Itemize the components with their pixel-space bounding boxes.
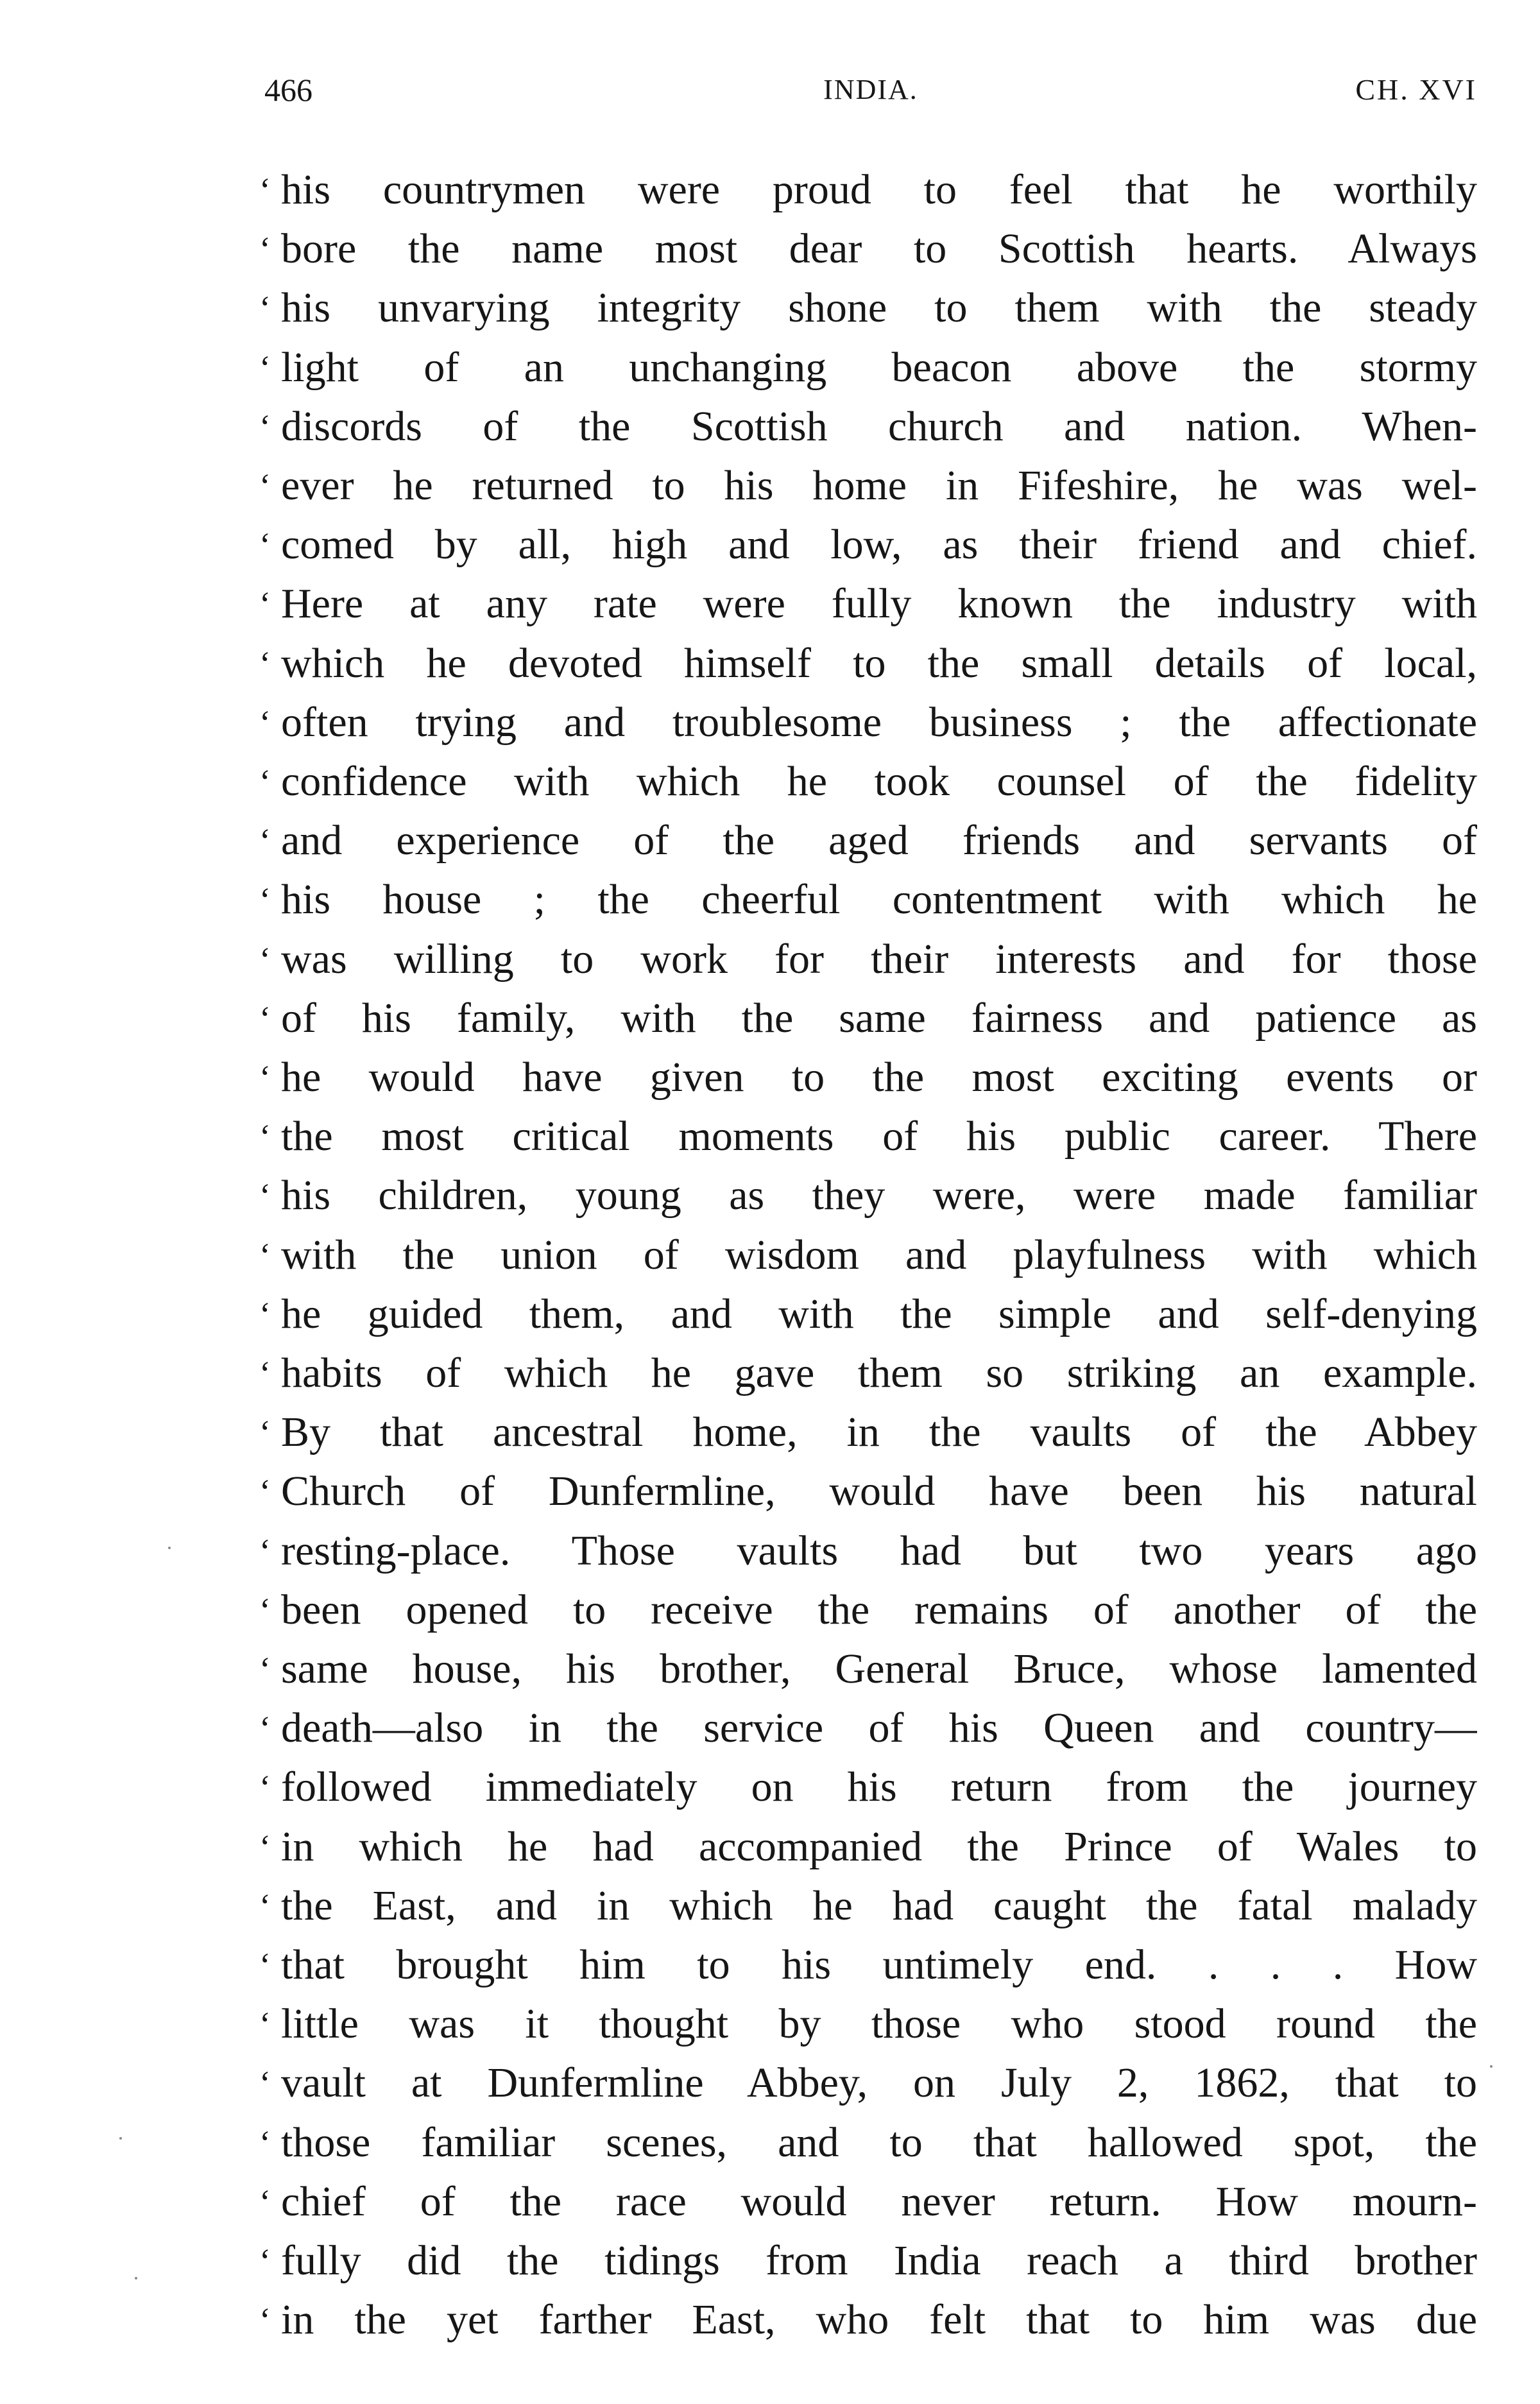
quote-mark: ‘ xyxy=(259,407,271,446)
line-text: his children, young as they were, were made familiar xyxy=(281,1172,1477,1219)
quote-mark: ‘ xyxy=(259,1531,271,1570)
text-line xyxy=(0,1107,1540,1166)
text-line xyxy=(0,989,1540,1048)
text-line xyxy=(0,1403,1540,1462)
quote-mark: ‘ xyxy=(259,1176,271,1215)
running-title: INDIA. xyxy=(823,74,918,105)
line-text: his house ; the cheerful contentment with which he xyxy=(281,876,1477,923)
quote-mark: ‘ xyxy=(259,2005,271,2044)
line-text: Church of Dunfermline, would have been his natural xyxy=(281,1468,1477,1515)
quote-mark: ‘ xyxy=(259,1117,271,1156)
quote-mark: ‘ xyxy=(259,821,271,861)
text-line xyxy=(0,515,1540,574)
quote-mark: ‘ xyxy=(259,1946,271,1984)
line-text: ever he returned to his home in Fifeshire, he was wel- xyxy=(281,462,1477,509)
text-line xyxy=(0,1462,1540,1521)
text-line xyxy=(0,1640,1540,1699)
text-line xyxy=(0,1817,1540,1876)
line-text: comed by all, high and low, as their friend and chief. xyxy=(281,521,1477,569)
text-line xyxy=(0,752,1540,811)
line-text: and experience of the aged friends and servants of xyxy=(281,817,1477,864)
text-line xyxy=(0,634,1540,693)
text-line xyxy=(0,1522,1540,1581)
quote-mark: ‘ xyxy=(259,1413,271,1452)
text-line xyxy=(0,2172,1540,2231)
line-text: that brought him to his untimely end. . . . How xyxy=(281,1941,1477,1988)
quote-mark: ‘ xyxy=(259,1768,271,1807)
quote-mark: ‘ xyxy=(259,703,271,742)
text-line xyxy=(0,930,1540,989)
quote-mark: ‘ xyxy=(259,2123,271,2162)
quote-mark: ‘ xyxy=(259,1472,271,1511)
line-text: resting-place. Those vaults had but two years ago xyxy=(281,1527,1477,1574)
scan-speck xyxy=(1490,2065,1493,2068)
quote-mark: ‘ xyxy=(259,1886,271,1925)
text-line xyxy=(0,219,1540,279)
text-line xyxy=(0,1226,1540,1285)
quote-mark: ‘ xyxy=(259,2182,271,2221)
page-number: 466 xyxy=(264,72,312,108)
text-line xyxy=(0,1581,1540,1640)
text-line xyxy=(0,870,1540,929)
line-text: his countrymen were proud to feel that he worthily xyxy=(281,166,1477,213)
quote-mark: ‘ xyxy=(259,171,271,209)
line-text: same house, his brother, General Bruce, whose lamented xyxy=(281,1645,1477,1692)
text-line xyxy=(0,811,1540,870)
line-text: was willing to work for their interests and for those xyxy=(281,935,1477,983)
quote-mark: ‘ xyxy=(259,1354,271,1393)
line-text: been opened to receive the remains of another of the xyxy=(281,1586,1477,1633)
text-line xyxy=(0,1699,1540,1758)
line-text: By that ancestral home, in the vaults of the Abbey xyxy=(281,1409,1477,1456)
quote-mark: ‘ xyxy=(259,348,271,387)
text-line xyxy=(0,1758,1540,1817)
line-text: often trying and troublesome business ; the affectionate xyxy=(281,698,1477,746)
quote-mark: ‘ xyxy=(259,1709,271,1748)
text-line xyxy=(0,279,1540,338)
text-line xyxy=(0,693,1540,752)
line-text: in which he had accompanied the Prince of Wales to xyxy=(281,1823,1477,1870)
line-text: little was it thought by those who stood round the xyxy=(281,2000,1477,2048)
line-text: confidence with which he took counsel of the fidelity xyxy=(281,758,1477,805)
line-text: he would have given to the most exciting events or xyxy=(281,1054,1477,1101)
line-text: the most critical moments of his public career. There xyxy=(281,1113,1477,1160)
text-line xyxy=(0,160,1540,219)
line-text: vault at Dunfermline Abbey, on July 2, 1862, that to xyxy=(281,2059,1477,2107)
quote-mark: ‘ xyxy=(259,1650,271,1688)
quote-mark: ‘ xyxy=(259,999,271,1038)
line-text: bore the name most dear to Scottish hearts. Always xyxy=(281,225,1477,273)
quote-mark: ‘ xyxy=(259,526,271,565)
scan-speck xyxy=(119,2137,122,2140)
text-line xyxy=(0,1344,1540,1403)
line-text: he guided them, and with the simple and self-denying xyxy=(281,1290,1477,1337)
quote-mark: ‘ xyxy=(259,762,271,801)
text-line xyxy=(0,1995,1540,2054)
line-text: light of an unchanging beacon above the stormy xyxy=(281,343,1477,391)
line-text: with the union of wisdom and playfulness with which xyxy=(281,1231,1477,1278)
quote-mark: ‘ xyxy=(259,585,271,624)
text-line xyxy=(0,338,1540,397)
line-text: discords of the Scottish church and nation. When- xyxy=(281,402,1477,450)
line-text: fully did the tidings from India reach a third brother xyxy=(281,2237,1477,2284)
line-text: Here at any rate were fully known the industry with xyxy=(281,580,1477,628)
quote-mark: ‘ xyxy=(259,289,271,328)
text-line xyxy=(0,2113,1540,2172)
quote-mark: ‘ xyxy=(259,644,271,683)
line-text: of his family, with the same fairness and patience as xyxy=(281,994,1477,1042)
quote-mark: ‘ xyxy=(259,1590,271,1629)
text-line xyxy=(0,397,1540,456)
line-text: his unvarying integrity shone to them with the steady xyxy=(281,284,1477,332)
text-line xyxy=(0,1048,1540,1107)
line-text: those familiar scenes, and to that hallowed spot, the xyxy=(281,2118,1477,2166)
text-line xyxy=(0,1936,1540,1995)
chapter-reference: CH. XVI xyxy=(1355,73,1477,106)
text-line xyxy=(0,2231,1540,2290)
text-line xyxy=(0,2054,1540,2113)
quote-mark: ‘ xyxy=(259,1058,271,1097)
quote-mark: ‘ xyxy=(259,2064,271,2103)
page-header xyxy=(264,61,1477,119)
quote-mark: ‘ xyxy=(259,467,271,505)
line-text: habits of which he gave them so striking an example. xyxy=(281,1350,1477,1396)
line-text: in the yet farther East, who felt that to him was due xyxy=(281,2296,1477,2344)
text-line xyxy=(0,574,1540,633)
text-line xyxy=(0,1876,1540,1936)
text-line xyxy=(0,1285,1540,1344)
text-line xyxy=(0,2290,1540,2349)
text-line xyxy=(0,456,1540,515)
line-text: which he devoted himself to the small details of local, xyxy=(281,639,1477,687)
quote-mark: ‘ xyxy=(259,940,271,979)
line-text: followed immediately on his return from the journey xyxy=(281,1764,1477,1811)
line-text: the East, and in which he had caught the fatal malady xyxy=(281,1882,1477,1929)
quote-mark: ‘ xyxy=(259,880,271,920)
line-text: death—also in the service of his Queen and country— xyxy=(281,1704,1477,1752)
line-text: chief of the race would never return. How mourn- xyxy=(281,2177,1477,2225)
quote-mark: ‘ xyxy=(259,1827,271,1866)
scan-speck xyxy=(135,2277,137,2280)
quote-mark: ‘ xyxy=(259,1235,271,1275)
quote-mark: ‘ xyxy=(259,2301,271,2340)
quote-mark: ‘ xyxy=(259,1294,271,1334)
quote-mark: ‘ xyxy=(259,2242,271,2280)
text-line xyxy=(0,1166,1540,1225)
scan-speck xyxy=(168,1547,171,1549)
quote-mark: ‘ xyxy=(259,230,271,269)
